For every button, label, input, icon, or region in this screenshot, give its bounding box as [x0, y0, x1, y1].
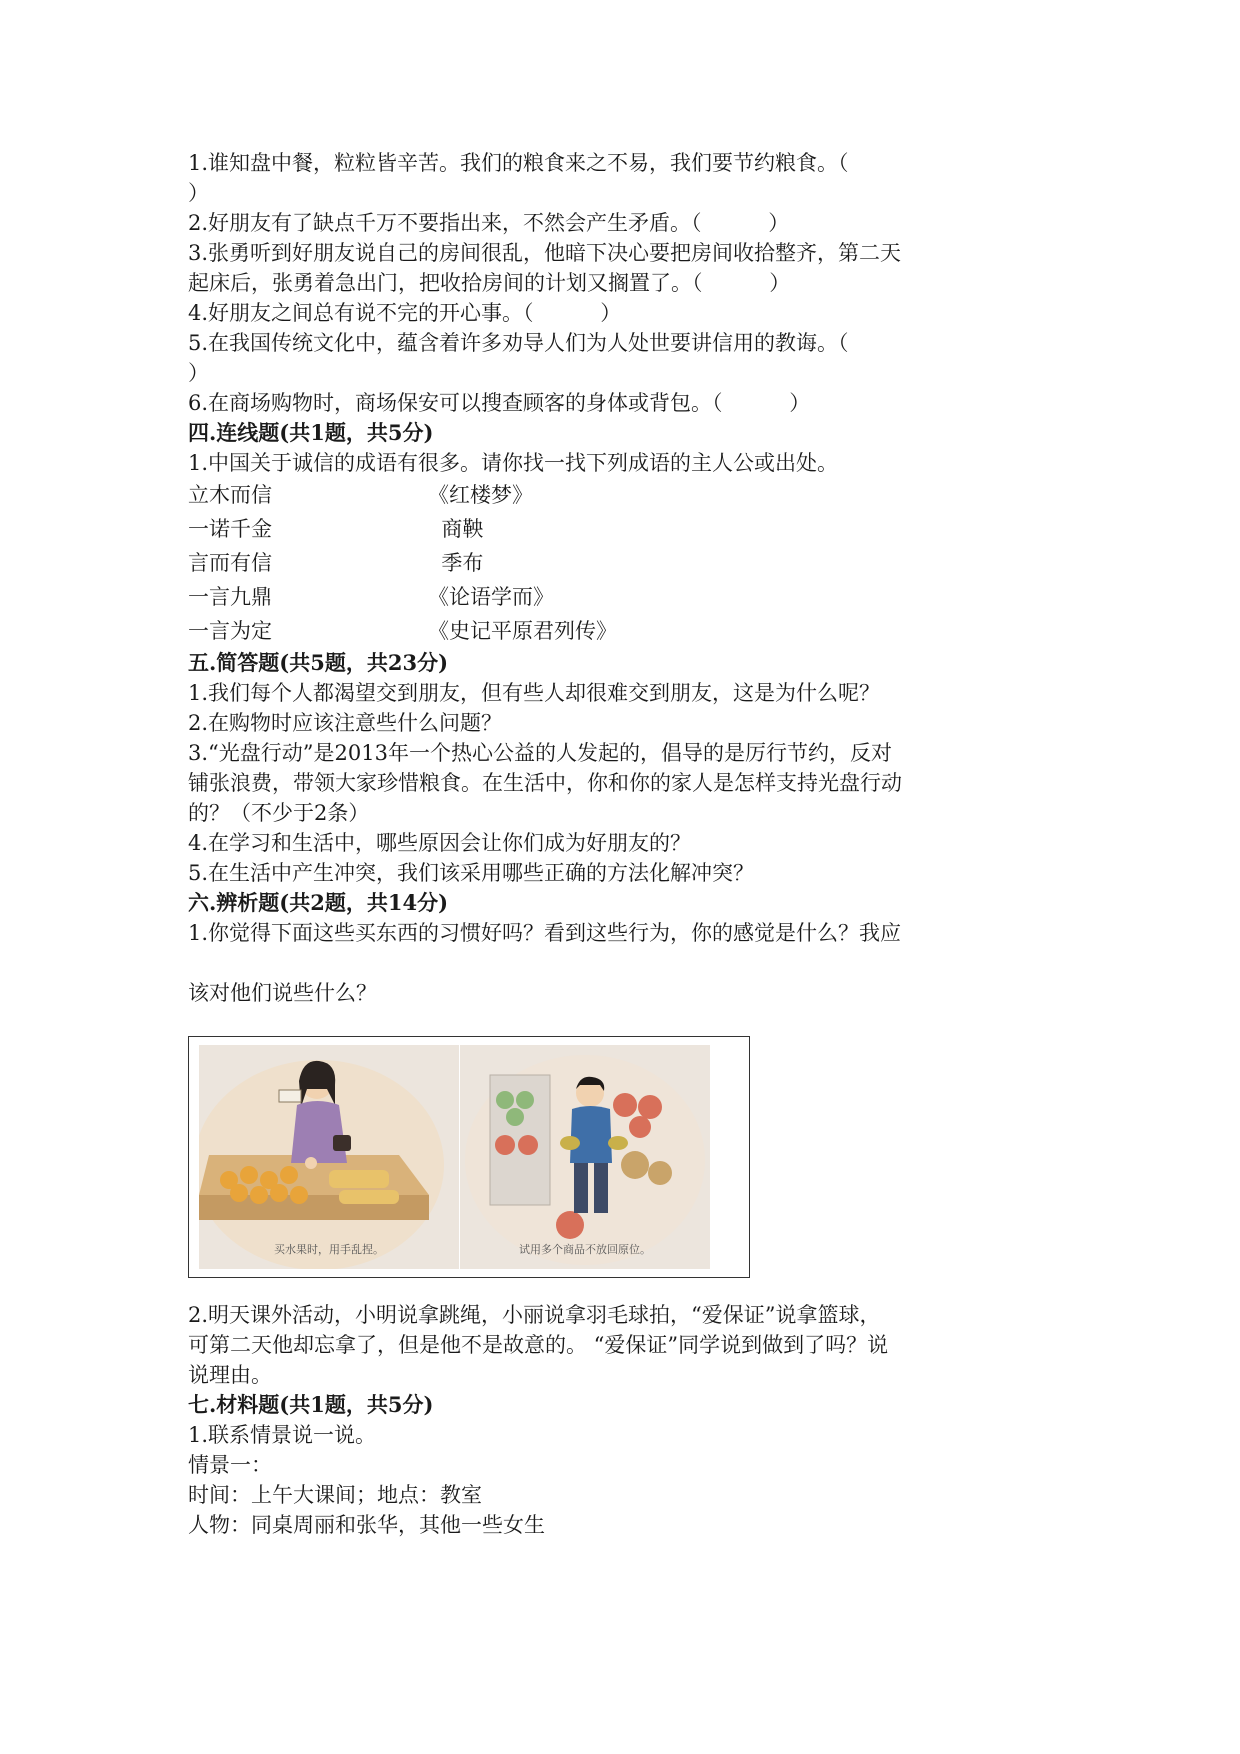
section5-line: 5.在生活中产生冲突，我们该采用哪些正确的方法化解冲突？	[188, 861, 755, 885]
item-3-4: 4.好朋友之间总有说不完的开心事。（ ）	[188, 301, 622, 325]
match-row	[188, 478, 1068, 512]
fruit-stall-drawing	[199, 1045, 459, 1269]
section5-line: 铺张浪费，带领大家珍惜粮食。在生活中，你和你的家人是怎样支持光盘行动	[188, 771, 902, 795]
section3-items	[188, 148, 1068, 418]
source: 《红楼梦》	[428, 483, 533, 507]
source: 商鞅	[428, 517, 484, 541]
idiom: 一言为定	[188, 619, 272, 643]
item-3-6: 6.在商场购物时，商场保安可以搜查顾客的身体或背包。（ ）	[188, 391, 811, 415]
section5-line: 的？（不少于2条）	[188, 801, 370, 825]
match-row	[188, 512, 1068, 546]
item-3-1: 1.谁知盘中餐，粒粒皆辛苦。我们的粮食来之不易，我们要节约粮食。（	[188, 151, 849, 175]
store-shelf-drawing	[460, 1045, 710, 1269]
panel-product-testing	[460, 1045, 710, 1269]
idiom: 一言九鼎	[188, 585, 272, 609]
item-3-3: 3.张勇听到好朋友说自己的房间很乱，他暗下决心要把房间收拾整齐，第二天	[188, 241, 902, 265]
section6-q1-line1: 1.你觉得下面这些买东西的习惯好吗？看到这些行为，你的感觉是什么？我应	[188, 921, 902, 945]
item-3-3-cont: 起床后，张勇着急出门，把收拾房间的计划又搁置了。（ ）	[188, 271, 791, 295]
section7-line: 人物：同桌周丽和张华，其他一些女生	[188, 1513, 545, 1537]
panel-fruit-squeezing	[199, 1045, 459, 1269]
section5-line: 3.“光盘行动”是2013年一个热心公益的人发起的，倡导的是厉行节约，反对	[188, 741, 892, 765]
section6-q2-line: 2.明天课外活动，小明说拿跳绳，小丽说拿羽毛球拍，“爱保证”说拿篮球，	[188, 1303, 881, 1327]
section6-heading: 六.辨析题(共2题，共14分)	[188, 890, 449, 915]
section5-heading: 五.简答题(共5题，共23分)	[188, 650, 449, 675]
section6-q2-line: 说理由。	[188, 1363, 272, 1387]
section6-q1-line2: 该对他们说些什么？	[188, 981, 377, 1005]
item-3-2: 2.好朋友有了缺点千万不要指出来，不然会产生矛盾。（ ）	[188, 211, 790, 235]
shopping-illustration	[188, 1036, 750, 1278]
match-row	[188, 546, 1068, 580]
section7-line: 时间：上午大课间；地点：教室	[188, 1483, 482, 1507]
match-row	[188, 614, 1068, 648]
section6-q2-line: 可第二天他却忘拿了，但是他不是故意的。 “爱保证”同学说到做到了吗？说	[188, 1333, 889, 1357]
source: 《论语学而》	[428, 585, 554, 609]
section7-line: 情景一：	[188, 1453, 272, 1477]
idiom: 言而有信	[188, 551, 272, 575]
section7-heading: 七.材料题(共1题，共5分)	[188, 1392, 434, 1417]
section7-line: 1.联系情景说一说。	[188, 1423, 377, 1447]
item-3-5-cont: ）	[188, 361, 209, 385]
panel-caption: 买水果时，用手乱捏。	[274, 1243, 384, 1256]
section5-line: 2.在购物时应该注意些什么问题？	[188, 711, 503, 735]
section4-question: 1.中国关于诚信的成语有很多。请你找一找下列成语的主人公或出处。	[188, 451, 839, 475]
source: 《史记平原君列传》	[428, 619, 617, 643]
item-3-1-cont: ）	[188, 181, 209, 205]
item-3-5: 5.在我国传统文化中，蕴含着许多劝导人们为人处世要讲信用的教诲。（	[188, 331, 849, 355]
idiom: 一诺千金	[188, 517, 272, 541]
match-row	[188, 580, 1068, 614]
exam-page	[188, 148, 1068, 1540]
section5-line: 1.我们每个人都渴望交到朋友，但有些人却很难交到朋友，这是为什么呢？	[188, 681, 881, 705]
section5-line: 4.在学习和生活中，哪些原因会让你们成为好朋友的？	[188, 831, 692, 855]
panel-caption: 试用多个商品不放回原位。	[519, 1243, 651, 1256]
section4-heading: 四.连线题(共1题，共5分)	[188, 420, 434, 445]
idiom: 立木而信	[188, 483, 272, 507]
matching-list	[188, 478, 1068, 648]
blank-spacer	[188, 948, 1068, 978]
source: 季布	[428, 551, 484, 575]
